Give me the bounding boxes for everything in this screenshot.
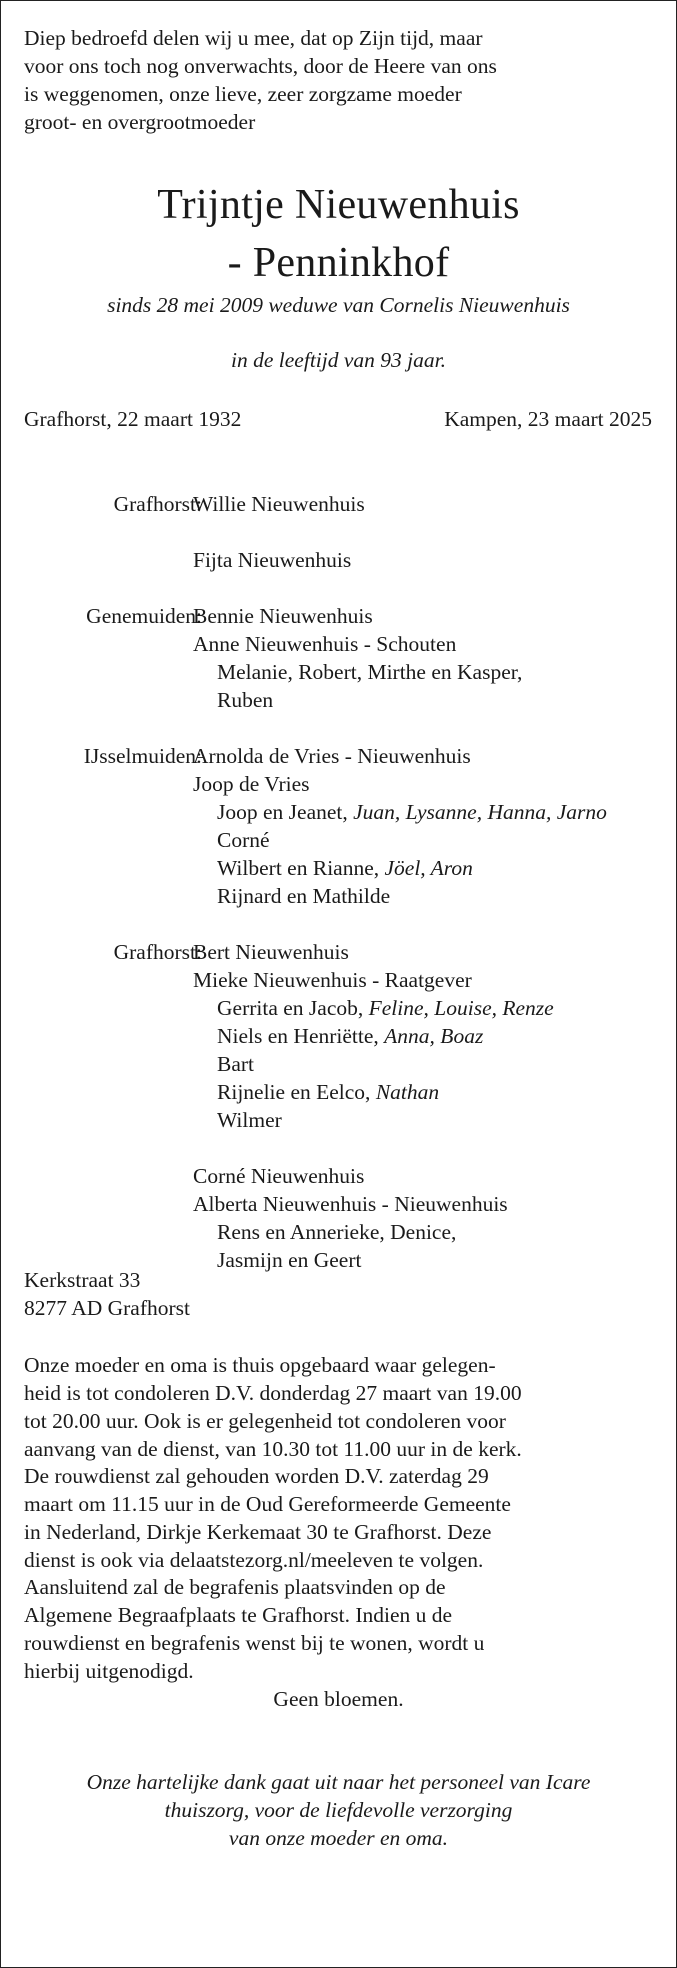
paragraph-line: in Nederland, Dirkje Kerkemaat 30 te Grafhorst. Deze <box>24 1520 492 1544</box>
family-members <box>193 742 664 910</box>
grandchild-couple: Wilbert en Rianne, <box>217 856 385 880</box>
grandchild-couple: Gerrita en Jacob, <box>217 996 369 1020</box>
grandchildren-line: Rens en Annerieke, Denice, <box>217 1220 457 1244</box>
address-street: Kerkstraat 33 <box>24 1268 141 1292</box>
paragraph-line: heid is tot condoleren D.V. donderdag 27 maart van 19.00 <box>24 1381 522 1405</box>
paragraph-line: Aansluitend zal de begrafenis plaatsvinden op de <box>24 1575 446 1599</box>
grandchildren-line: Jasmijn en Geert <box>217 1248 362 1272</box>
family-members <box>193 490 664 574</box>
great-grandchildren: Jöel, Aron <box>384 856 473 880</box>
paragraph-line: hierbij uitgenodigd. <box>24 1659 194 1683</box>
family-place: Grafhorst: <box>113 940 202 964</box>
thanks-paragraph <box>0 1768 677 1852</box>
family-group-genemuiden <box>24 602 664 714</box>
spacer <box>193 1134 664 1162</box>
grandchild-couple: Niels en Henriëtte, <box>217 1024 385 1048</box>
name-line-1: Trijntje Nieuwenhuis <box>157 182 520 228</box>
condolence-paragraph <box>24 1351 654 1463</box>
thanks-line: Onze hartelijke dank gaat uit naar het personeel van Icare <box>86 1770 591 1794</box>
death-date: Kampen, 23 maart 2025 <box>444 407 652 431</box>
paragraph-line: maart om 11.15 uur in de Oud Gereformeerde Gemeente <box>24 1492 511 1516</box>
grandchildren-line: Corné <box>217 828 270 852</box>
intro-line: voor ons toch nog onverwachts, door de Heere van ons <box>24 54 497 78</box>
grandchildren-line <box>193 1078 664 1106</box>
family-member: Joop de Vries <box>193 772 310 796</box>
age-line: in de leeftijd van 93 jaar. <box>231 348 446 372</box>
family-member: Bert Nieuwenhuis <box>193 940 349 964</box>
great-grandchildren: Nathan <box>375 1080 440 1104</box>
name-line-2: - Penninkhof <box>227 240 450 286</box>
grandchildren-line: Wilmer <box>217 1108 282 1132</box>
grandchildren-line <box>193 854 664 882</box>
family-member: Alberta Nieuwenhuis - Nieuwenhuis <box>193 1192 508 1216</box>
grandchild-couple: Joop en Jeanet, <box>217 800 354 824</box>
grandchildren-line: Melanie, Robert, Mirthe en Kasper, <box>217 660 523 684</box>
family-members <box>193 938 664 1274</box>
widow-line: sinds 28 mei 2009 weduwe van Cornelis Nieuwenhuis <box>107 293 570 317</box>
intro-line: Diep bedroefd delen wij u mee, dat op Zijn tijd, maar <box>24 26 483 50</box>
paragraph-line: dienst is ook via delaatstezorg.nl/meeleven te volgen. <box>24 1548 484 1572</box>
family-list <box>24 490 664 1302</box>
address-city: 8277 AD Grafhorst <box>24 1296 191 1320</box>
grandchildren-line: Bart <box>217 1052 255 1076</box>
family-member: Fijta Nieuwenhuis <box>193 548 352 572</box>
grandchildren-line: Ruben <box>217 688 274 712</box>
dates-row <box>24 405 652 433</box>
family-member: Mieke Nieuwenhuis - Raatgever <box>193 968 472 992</box>
paragraph-line: rouwdienst en begrafenis wenst bij te wonen, wordt u <box>24 1631 485 1655</box>
great-grandchildren: Juan, Lysanne, Hanna, Jarno <box>353 800 607 824</box>
family-place: Genemuiden: <box>86 604 202 628</box>
family-member: Arnolda de Vries - Nieuwenhuis <box>193 744 471 768</box>
deceased-name <box>0 176 677 292</box>
no-flowers-note: Geen bloemen. <box>273 1687 404 1711</box>
grandchildren-line: Rijnard en Mathilde <box>217 884 391 908</box>
service-paragraph <box>24 1462 654 1574</box>
spacer <box>193 518 664 546</box>
address-block <box>24 1266 654 1322</box>
great-grandchildren: Anna, Boaz <box>384 1024 484 1048</box>
thanks-line: van onze moeder en oma. <box>228 1826 449 1850</box>
intro-line: groot- en overgrootmoeder <box>24 110 256 134</box>
paragraph-line: Onze moeder en oma is thuis opgebaard waar gelegen- <box>24 1353 496 1377</box>
grandchildren-line <box>193 994 664 1022</box>
family-member: Bennie Nieuwenhuis <box>193 604 373 628</box>
family-member: Corné Nieuwenhuis <box>193 1164 365 1188</box>
family-members <box>193 602 664 714</box>
great-grandchildren: Feline, Louise, Renze <box>368 996 554 1020</box>
paragraph-line: aanvang van de dienst, van 10.30 tot 11.00 uur in de kerk. <box>24 1437 522 1461</box>
grandchildren-line <box>193 1022 664 1050</box>
paragraph-line: tot 20.00 uur. Ook is er gelegenheid tot condoleren voor <box>24 1409 506 1433</box>
intro-line: is weggenomen, onze lieve, zeer zorgzame moeder <box>24 82 462 106</box>
family-member: Willie Nieuwenhuis <box>193 492 365 516</box>
grandchild-couple: Rijnelie en Eelco, <box>217 1080 376 1104</box>
family-group-ijsselmuiden <box>24 742 664 910</box>
thanks-line: thuiszorg, voor de liefdevolle verzorging <box>164 1798 513 1822</box>
funeral-paragraph <box>24 1573 654 1685</box>
family-member: Anne Nieuwenhuis - Schouten <box>193 632 457 656</box>
grandchildren-line <box>193 798 664 826</box>
family-group-grafhorst-1 <box>24 490 664 574</box>
family-group-grafhorst-2 <box>24 938 664 1274</box>
family-place: Grafhorst: <box>113 492 202 516</box>
family-place: IJsselmuiden: <box>83 744 202 768</box>
paragraph-line: Algemene Begraafplaats te Grafhorst. Indien u de <box>24 1603 453 1627</box>
paragraph-line: De rouwdienst zal gehouden worden D.V. zaterdag 29 <box>24 1464 489 1488</box>
birth-date: Grafhorst, 22 maart 1932 <box>24 407 242 431</box>
intro-paragraph <box>24 24 654 136</box>
